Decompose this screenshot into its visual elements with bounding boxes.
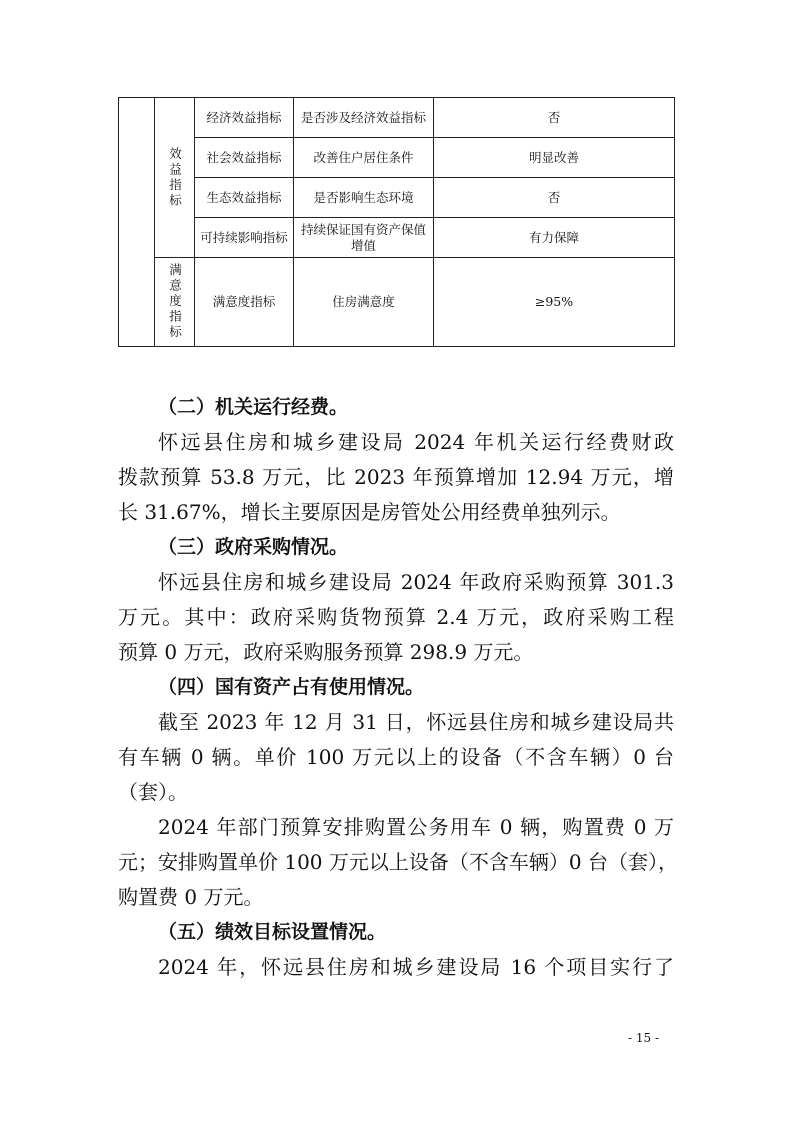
indicator-cell: 生态效益指标: [195, 178, 294, 218]
paragraph-line: 预算 0 万元，政府采购服务预算 298.9 万元。: [118, 640, 534, 664]
section-heading: （二）机关运行经费。: [158, 396, 349, 418]
value-cell: ≥95%: [434, 258, 675, 347]
paragraph-line: 有车辆 0 辆。单价 100 万元以上的设备（不含车辆）0 台: [118, 745, 674, 769]
paragraph-line: 怀远县住房和城乡建设局 2024 年政府采购预算 301.3: [158, 570, 674, 594]
page-number: - 15 -: [628, 1031, 660, 1045]
indicator-cell: 可持续影响指标: [195, 218, 294, 258]
paragraph-line: 拨款预算 53.8 万元，比 2023 年预算增加 12.94 万元，增: [118, 465, 674, 489]
section-heading: （四）国有资产占有使用情况。: [158, 676, 425, 698]
table-row: [119, 178, 675, 218]
table-row: [119, 258, 675, 347]
content-cell: 持续保证国有资产保值增值: [294, 218, 434, 258]
paragraph-line: 购置费 0 万元。: [118, 885, 264, 909]
value-cell: 否: [434, 98, 675, 138]
content-cell: 是否影响生态环境: [294, 178, 434, 218]
paragraph-line: 怀远县住房和城乡建设局 2024 年机关运行经费财政: [158, 430, 674, 454]
section-heading: （五）绩效目标设置情况。: [158, 921, 387, 943]
paragraph-line: 截至 2023 年 12 月 31 日，怀远县住房和城乡建设局共: [158, 710, 674, 734]
value-cell: 否: [434, 178, 675, 218]
table-cell-empty: [119, 98, 155, 347]
indicator-cell: 满意度指标: [195, 258, 294, 347]
paragraph-line: 万元。其中：政府采购货物预算 2.4 万元，政府采购工程: [118, 605, 674, 629]
table-row: [119, 138, 675, 178]
content-cell: 住房满意度: [294, 258, 434, 347]
content-cell: 是否涉及经济效益指标: [294, 98, 434, 138]
paragraph-line: 2024 年，怀远县住房和城乡建设局 16 个项目实行了: [158, 955, 674, 979]
section-heading: （三）政府采购情况。: [158, 536, 349, 558]
group-label-benefit: 效益指标: [155, 98, 195, 258]
paragraph-line: 元；安排购置单价 100 万元以上设备（不含车辆）0 台（套），: [118, 850, 678, 874]
table-row: [119, 98, 675, 138]
table-row: [119, 218, 675, 258]
content-cell: 改善住户居住条件: [294, 138, 434, 178]
paragraph-line: 长 31.67%，增长主要原因是房管处公用经费单独列示。: [118, 500, 621, 524]
value-cell: 明显改善: [434, 138, 675, 178]
indicator-cell: 社会效益指标: [195, 138, 294, 178]
performance-indicator-table: [118, 97, 675, 347]
value-cell: 有力保障: [434, 218, 675, 258]
paragraph-line: （套）。: [118, 780, 188, 804]
indicator-cell: 经济效益指标: [195, 98, 294, 138]
paragraph-line: 2024 年部门预算安排购置公务用车 0 辆，购置费 0 万: [158, 815, 674, 839]
group-label-satisfaction: 满意度指标: [155, 258, 195, 347]
